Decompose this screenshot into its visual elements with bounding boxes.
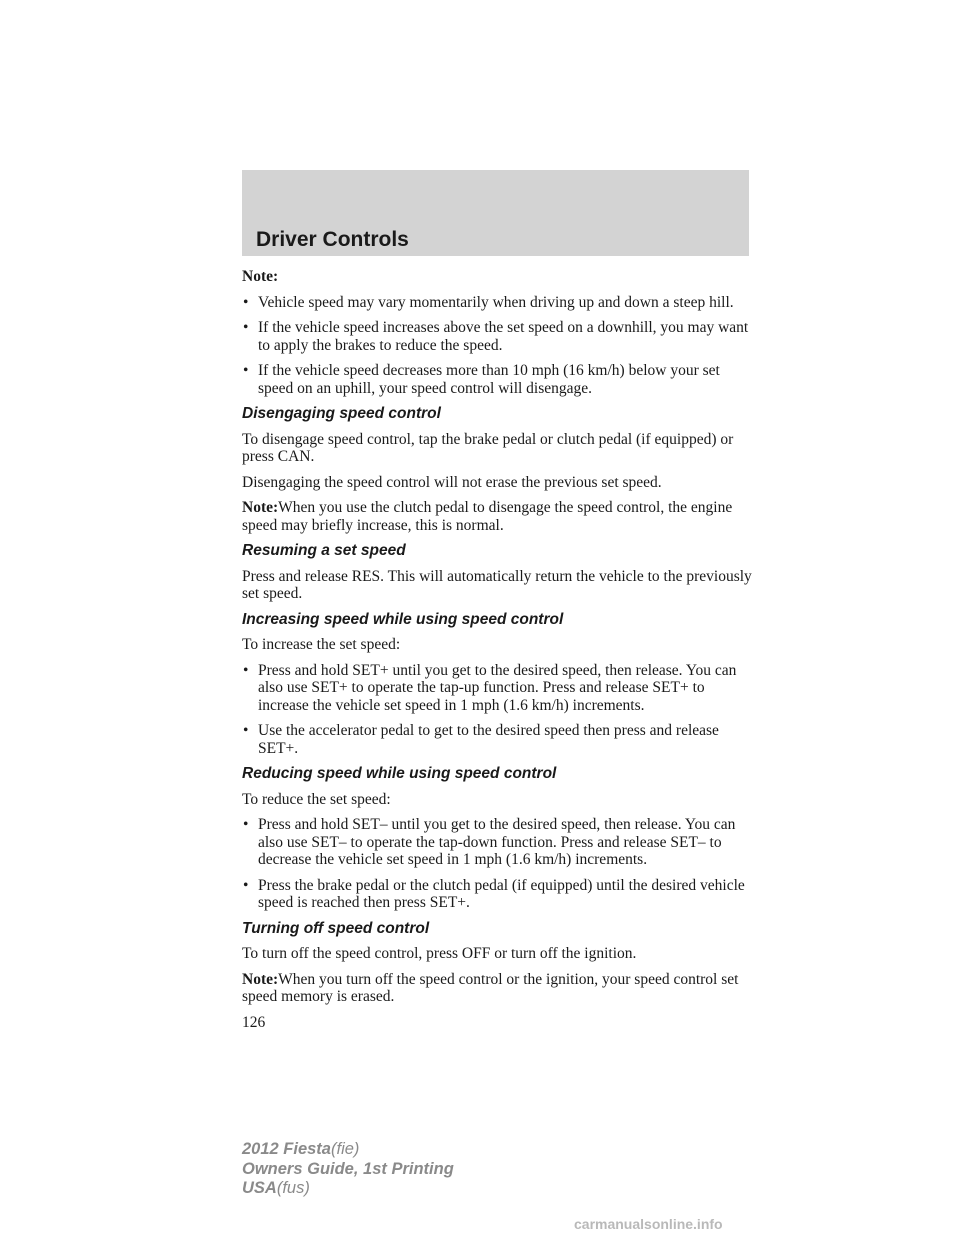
note-memory-erased <box>242 971 752 1006</box>
bullet-icon: • <box>243 876 249 894</box>
footer-line-model <box>242 1140 454 1160</box>
reduce-bullet-list <box>242 816 752 912</box>
list-item-text: Use the accelerator pedal to get to the desired speed then press and release SET+. <box>258 722 719 757</box>
note-bullet-list <box>242 294 752 398</box>
heading-reducing: Reducing speed while using speed control <box>242 765 557 782</box>
increase-bullet-list <box>242 662 752 758</box>
bullet-icon: • <box>243 319 249 336</box>
note-heading <box>242 268 752 286</box>
list-item <box>242 877 752 912</box>
heading-disengaging: Disengaging speed control <box>242 405 441 422</box>
heading-resuming: Resuming a set speed <box>242 542 406 559</box>
list-item-text: If the vehicle speed increases above the set speed on a downhill, you may want to apply the brakes to reduce the speed. <box>258 319 749 354</box>
page-content <box>242 268 752 1039</box>
heading-increasing: Increasing speed while using speed control <box>242 610 564 628</box>
note-label: Note: <box>242 268 279 285</box>
note-label: Note: <box>242 970 279 988</box>
paragraph-increase-intro: To increase the set speed: <box>242 636 401 653</box>
watermark: carmanualsonline.info <box>574 1216 723 1232</box>
footer-market-code: (fus) <box>276 1179 310 1197</box>
list-item <box>242 722 752 757</box>
footer-market: USA <box>242 1179 277 1197</box>
list-item-text: Press and hold SET+ until you get to the desired speed, then release. You can also use SET+ to operate the tap-up function. Press and release SET+ to increase the vehicle set speed in 1 mph (1.6 km/h) increments. <box>258 661 737 714</box>
heading-turning-off: Turning off speed control <box>242 919 430 937</box>
section-title: Driver Controls <box>256 228 409 251</box>
document-footer <box>242 1140 454 1199</box>
list-item-text: Press and hold SET– until you get to the desired speed, then release. You can also use SET– to operate the tap-down function. Press and release SET– to decrease the vehicle set speed in 1 mph (1.6 km/h) increments. <box>258 816 736 868</box>
bullet-icon: • <box>243 722 249 739</box>
note-text: When you use the clutch pedal to disengage the speed control, the engine speed may briefly increase, this is normal. <box>242 499 733 534</box>
paragraph-disengage-memory: Disengaging the speed control will not erase the previous set speed. <box>242 473 662 491</box>
list-item-text: If the vehicle speed decreases more than 10 mph (16 km/h) below your set speed on an uphill, your speed control will disengage. <box>258 362 720 397</box>
footer-line-market <box>242 1179 454 1199</box>
bullet-icon: • <box>243 661 249 679</box>
note-label: Note: <box>242 499 279 516</box>
list-item <box>242 662 752 715</box>
list-item-text: Vehicle speed may vary momentarily when driving up and down a steep hill. <box>258 293 734 311</box>
footer-model: 2012 Fiesta <box>242 1140 331 1158</box>
note-clutch <box>242 499 752 534</box>
bullet-icon: • <box>243 362 249 379</box>
list-item <box>242 816 752 869</box>
paragraph-turn-off: To turn off the speed control, press OFF or turn off the ignition. <box>242 945 637 962</box>
bullet-icon: • <box>243 816 249 833</box>
footer-model-code: (fie) <box>330 1140 360 1158</box>
paragraph-reduce-intro: To reduce the set speed: <box>242 790 391 808</box>
list-item-text: Press the brake pedal or the clutch pedal (if equipped) until the desired vehicle speed is reached then press SET+. <box>258 876 745 911</box>
list-item <box>242 294 752 312</box>
footer-printing: Owners Guide, 1st Printing <box>242 1159 454 1178</box>
note-text: When you turn off the speed control or the ignition, your speed control set speed memory is erased. <box>242 970 739 1005</box>
bullet-icon: • <box>243 293 249 311</box>
paragraph-resuming: Press and release RES. This will automatically return the vehicle to the previously set speed. <box>242 567 752 602</box>
paragraph-disengage-how: To disengage speed control, tap the brake pedal or clutch pedal (if equipped) or press CAN. <box>242 430 734 465</box>
page-number: 126 <box>242 1013 266 1031</box>
section-header-band <box>242 170 749 256</box>
list-item <box>242 319 752 354</box>
list-item <box>242 362 752 397</box>
